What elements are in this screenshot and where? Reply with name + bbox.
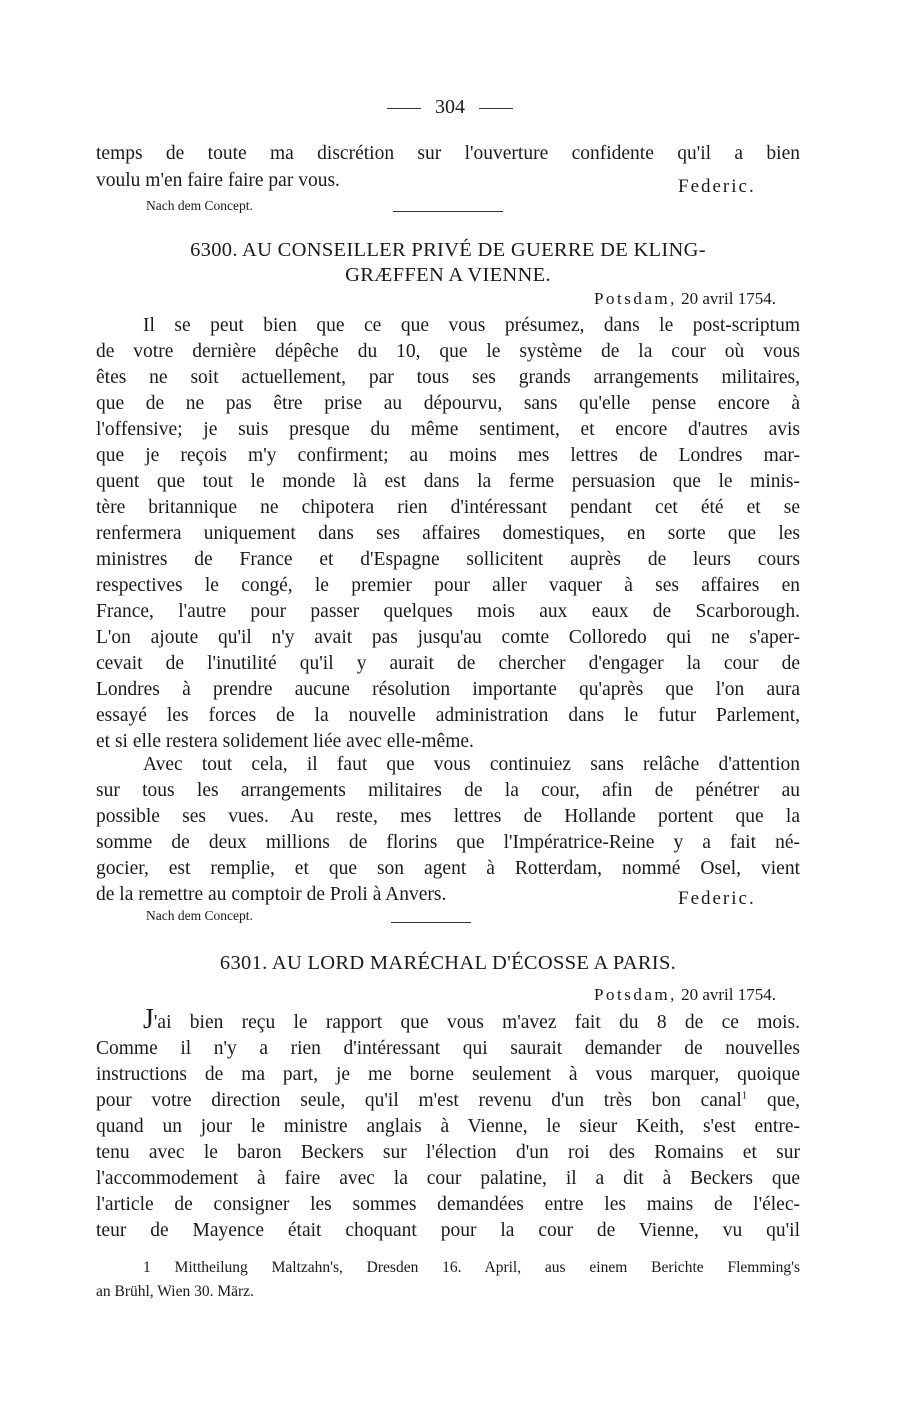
section-rule bbox=[393, 211, 503, 212]
dateline bbox=[594, 985, 776, 1005]
date-value: 20 avril 1754. bbox=[676, 985, 776, 1004]
header-dash-left bbox=[387, 108, 421, 109]
text-line: l'article de consigner les sommes demandées entre les mains de l'élec- bbox=[96, 1194, 800, 1215]
text-line: tère britannique ne chipotera rien d'intéressant pendant cet été et se bbox=[96, 497, 800, 518]
date-value: 20 avril 1754. bbox=[676, 289, 776, 308]
text-line: de votre dernière dépêche du 10, que le système de la cour où vous bbox=[96, 341, 800, 362]
text-line: possible ses vues. Au reste, mes lettres de Hollande portent que la bbox=[96, 806, 800, 827]
letter-heading: 6301. AU LORD MARÉCHAL D'ÉCOSSE A PARIS. bbox=[219, 952, 677, 974]
text-line: ministres de France et d'Espagne sollicitent auprès de leurs cours bbox=[96, 549, 800, 570]
signature: Federic. bbox=[678, 176, 756, 197]
text-line: gocier, est remplie, et que son agent à Rotterdam, nommé Osel, vient bbox=[96, 858, 800, 879]
footnote-text: Mittheilung Maltzahn's, Dresden 16. April, aus einem Berichte Flemming's bbox=[174, 1259, 801, 1276]
text-line: teur de Mayence était choquant pour la cour de Vienne, vu qu'il bbox=[96, 1220, 800, 1241]
text-line-main: pour votre direction seule, qu'il m'est revenu d'un très bon canal bbox=[96, 1090, 742, 1111]
text-line: l'offensive; je suis presque du même sentiment, et encore d'autres avis bbox=[96, 419, 800, 440]
text-line bbox=[96, 1088, 800, 1114]
footnote-mark: 1 bbox=[143, 1259, 151, 1276]
text-line: L'on ajoute qu'il n'y avait pas jusqu'au comte Colloredo qui ne s'aper- bbox=[96, 627, 800, 648]
text-line: somme de deux millions de florins que l'Impératrice-Reine y a fait né- bbox=[96, 832, 800, 853]
text-line: instructions de ma part, je me borne seulement à vous marquer, quoique bbox=[96, 1064, 800, 1085]
text-line: temps de toute ma discrétion sur l'ouverture confidente qu'il a bien bbox=[96, 143, 800, 164]
text-line: Comme il n'y a rien d'intéressant qui saurait demander de nouvelles bbox=[96, 1038, 800, 1059]
source-note: Nach dem Concept. bbox=[146, 908, 253, 923]
text-line: quand un jour le ministre anglais à Vienne, le sieur Keith, s'est entre- bbox=[96, 1116, 800, 1137]
text-line: êtes ne soit actuellement, par tous ses grands arrangements militaires, bbox=[96, 367, 800, 388]
date-place: Potsdam, bbox=[594, 289, 677, 308]
letter-heading: 6300. AU CONSEILLER PRIVÉ DE GUERRE DE KLING- bbox=[190, 239, 706, 261]
text-line: tenu avec le baron Beckers sur l'élection d'un roi des Romains et sur bbox=[96, 1142, 800, 1163]
footnote-ref[interactable]: 1 bbox=[741, 1089, 748, 1102]
text-line-tail: que, bbox=[747, 1090, 800, 1111]
text-line bbox=[143, 1004, 800, 1036]
text-line-rest: 'ai bien reçu le rapport que vous m'avez fait du 8 de ce mois. bbox=[153, 1012, 800, 1033]
text-line: renfermera uniquement dans ses affaires domestiques, en sorte que les bbox=[96, 523, 800, 544]
date-place: Potsdam, bbox=[594, 985, 677, 1004]
page-number: 304 bbox=[435, 96, 465, 118]
section-rule bbox=[391, 922, 471, 923]
text-line: respectives le congé, le premier pour aller vaquer à ses affaires en bbox=[96, 575, 800, 596]
drop-cap: J bbox=[143, 1004, 154, 1035]
source-note: Nach dem Concept. bbox=[146, 198, 253, 213]
text-line: cevait de l'inutilité qu'il y aurait de chercher d'engager la cour de bbox=[96, 653, 800, 674]
footnote-line: an Brühl, Wien 30. März. bbox=[96, 1283, 254, 1300]
text-line: et si elle restera solidement liée avec elle-même. bbox=[96, 731, 474, 752]
text-line: Avec tout cela, il faut que vous continuiez sans relâche d'attention bbox=[143, 754, 800, 775]
page-header bbox=[0, 96, 900, 119]
dateline bbox=[594, 289, 776, 309]
text-line: Il se peut bien que ce que vous présumez, dans le post-scriptum bbox=[143, 315, 800, 336]
text-line: l'accommodement à faire avec la cour palatine, il a dit à Beckers que bbox=[96, 1168, 800, 1189]
signature: Federic. bbox=[678, 888, 756, 909]
text-line: sur tous les arrangements militaires de la cour, afin de pénétrer au bbox=[96, 780, 800, 801]
text-line: quent que tout le monde là est dans la ferme persuasion que le minis- bbox=[96, 471, 800, 492]
text-line: France, l'autre pour passer quelques mois aux eaux de Scarborough. bbox=[96, 601, 800, 622]
text-line: voulu m'en faire faire par vous. bbox=[96, 170, 340, 191]
footnote-line bbox=[143, 1257, 800, 1279]
text-line: que de ne pas être prise au dépourvu, sans qu'elle pense encore à bbox=[96, 393, 800, 414]
header-dash-right bbox=[479, 108, 513, 109]
letter-heading-cont: GRÆFFEN A VIENNE. bbox=[345, 264, 551, 286]
text-line: essayé les forces de la nouvelle administration dans le futur Parlement, bbox=[96, 705, 800, 726]
text-line: que je reçois m'y confirment; au moins mes lettres de Londres mar- bbox=[96, 445, 800, 466]
text-line: Londres à prendre aucune résolution importante qu'après que l'on aura bbox=[96, 679, 800, 700]
text-line: de la remettre au comptoir de Proli à Anvers. bbox=[96, 884, 447, 905]
